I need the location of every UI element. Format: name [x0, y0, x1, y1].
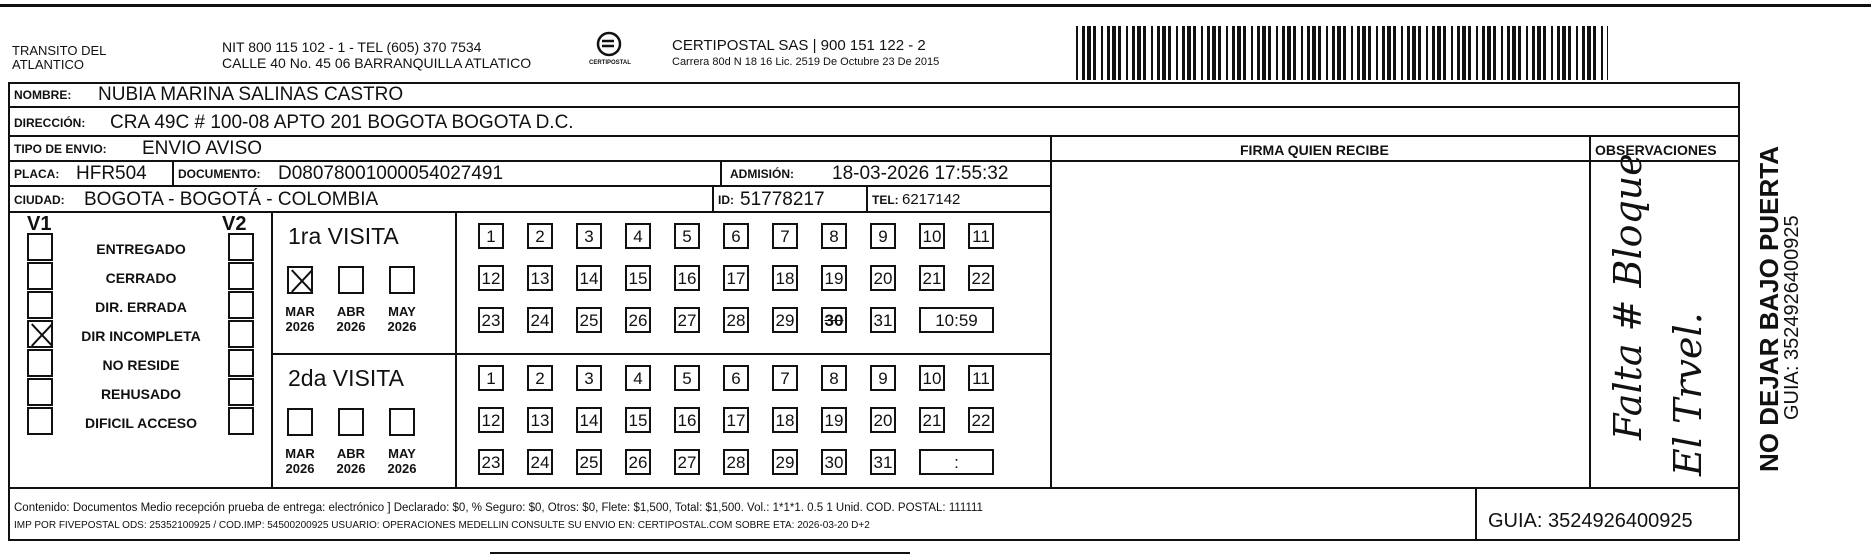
v2-checkbox[interactable]: [228, 233, 254, 261]
day-box[interactable]: 23: [478, 307, 504, 333]
time-box[interactable]: :: [919, 449, 994, 475]
month-year: 2026: [387, 460, 417, 476]
month-label: [275, 305, 325, 335]
day-box[interactable]: 18: [772, 265, 798, 291]
visit-separator: [271, 353, 1050, 355]
month-name: ABR: [336, 304, 366, 319]
day-box[interactable]: 8: [821, 365, 847, 391]
month-year: 2026: [336, 318, 366, 334]
day-box[interactable]: 16: [674, 265, 700, 291]
month-name: MAR: [285, 304, 315, 319]
day-box[interactable]: 19: [821, 407, 847, 433]
admission-date: 18-03-2026 17:55:32: [832, 163, 1009, 184]
day-box[interactable]: 16: [674, 407, 700, 433]
day-box[interactable]: 10: [919, 223, 945, 249]
month-name: ABR: [336, 446, 366, 461]
name-label: NOMBRE:: [14, 88, 72, 102]
day-box[interactable]: 11: [968, 365, 994, 391]
side-guia: GUIA: 3524926400925: [1781, 215, 1803, 420]
day-box[interactable]: 23: [478, 449, 504, 475]
month-label: [326, 447, 376, 477]
month-name: MAR: [285, 446, 315, 461]
v1-checkbox[interactable]: [27, 262, 53, 290]
day-box[interactable]: 4: [625, 223, 651, 249]
footer-guia: GUIA: 3524926400925: [1488, 510, 1693, 532]
day-box[interactable]: 22: [968, 265, 994, 291]
day-box[interactable]: 9: [870, 365, 896, 391]
signature-header: FIRMA QUIEN RECIBE: [1240, 142, 1389, 158]
v1-checkbox[interactable]: [27, 320, 53, 348]
day-box[interactable]: 27: [674, 449, 700, 475]
v1-checkbox[interactable]: [27, 233, 53, 261]
document-number: D08078001000054027491: [278, 163, 504, 184]
day-box[interactable]: 28: [723, 449, 749, 475]
status-option-label: DIFICIL ACCESO: [84, 415, 197, 431]
status-option-label: DIR INCOMPLETA: [81, 328, 201, 344]
day-box[interactable]: 14: [576, 407, 602, 433]
day-box[interactable]: 5: [674, 223, 700, 249]
month-label: [377, 305, 427, 335]
row-rule: [8, 160, 1050, 162]
month-label: [326, 305, 376, 335]
signature-divider: [1050, 137, 1052, 489]
observation-handwriting-2: El Trvel.: [1666, 312, 1710, 476]
day-box[interactable]: 2: [527, 365, 553, 391]
shipment-type: ENVIO AVISO: [142, 138, 263, 159]
v1-checkbox[interactable]: [27, 349, 53, 377]
visit-title: 1ra VISITA: [288, 223, 399, 249]
day-box[interactable]: 15: [625, 407, 651, 433]
recipient-id: 51778217: [740, 189, 825, 210]
v1-label: V1: [27, 213, 52, 235]
month-name: MAY: [388, 446, 416, 461]
time-box[interactable]: 10:59: [919, 307, 994, 333]
day-box[interactable]: 11: [968, 223, 994, 249]
day-box[interactable]: 1: [478, 365, 504, 391]
footer-box: [8, 489, 1740, 541]
day-box[interactable]: 2: [527, 223, 553, 249]
month-year: 2026: [336, 460, 366, 476]
day-box[interactable]: 17: [723, 407, 749, 433]
day-box[interactable]: 29: [772, 449, 798, 475]
month-checkbox[interactable]: [389, 408, 415, 436]
visit-title: 2da VISITA: [288, 365, 404, 391]
month-checkbox[interactable]: [389, 266, 415, 294]
day-box[interactable]: 17: [723, 265, 749, 291]
day-box[interactable]: 12: [478, 265, 504, 291]
certipostal-logo-icon: [589, 30, 629, 74]
month-name: MAY: [388, 304, 416, 319]
day-box[interactable]: 28: [723, 307, 749, 333]
status-option-label: CERRADO: [105, 270, 177, 286]
day-box[interactable]: 1: [478, 223, 504, 249]
v2-checkbox[interactable]: [228, 291, 254, 319]
v2-checkbox[interactable]: [228, 349, 254, 377]
day-box[interactable]: 13: [527, 265, 553, 291]
day-box[interactable]: 29: [772, 307, 798, 333]
logo-caption: CERTIPOSTAL: [589, 60, 631, 66]
day-box[interactable]: 9: [870, 223, 896, 249]
day-box[interactable]: 7: [772, 223, 798, 249]
day-box[interactable]: 21: [919, 407, 945, 433]
bottom-rule: [490, 552, 910, 554]
day-box[interactable]: 18: [772, 407, 798, 433]
day-box[interactable]: 6: [723, 223, 749, 249]
footer-content: Contenido: Documentos Medio recepción prueba de entrega: electrónico ] Declarado: $0, % Seguro: $0, Otros: $0, Flete: $1,500, Total: $1,500. Vol.: 1*1*1. 0.5 1 Unid. COD. POSTAL: 111111: [14, 502, 983, 514]
month-year: 2026: [387, 318, 417, 334]
plate-label: PLACA:: [14, 167, 60, 181]
v2-checkbox[interactable]: [228, 320, 254, 348]
side-notice: NO DEJAR BAJO PUERTA: [1754, 145, 1784, 472]
v2-checkbox[interactable]: [228, 378, 254, 406]
recipient-tel: 6217142: [902, 191, 961, 208]
month-checkbox[interactable]: [338, 408, 364, 436]
day-box[interactable]: 30: [821, 307, 847, 333]
day-box[interactable]: 10: [919, 365, 945, 391]
tel-label: TEL:: [872, 193, 899, 207]
v2-checkbox[interactable]: [228, 262, 254, 290]
day-box[interactable]: 26: [625, 449, 651, 475]
day-box[interactable]: 19: [821, 265, 847, 291]
day-box[interactable]: 6: [723, 365, 749, 391]
day-box[interactable]: 15: [625, 265, 651, 291]
day-box[interactable]: 24: [527, 449, 553, 475]
plate: HFR504: [76, 163, 147, 184]
recipient-name: NUBIA MARINA SALINAS CASTRO: [98, 84, 404, 105]
day-box[interactable]: 14: [576, 265, 602, 291]
day-box[interactable]: 26: [625, 307, 651, 333]
city: BOGOTA - BOGOTÁ - COLOMBIA: [84, 189, 379, 210]
day-box[interactable]: 22: [968, 407, 994, 433]
cell-divider: [720, 160, 722, 185]
carrier-name: CERTIPOSTAL SAS | 900 151 122 - 2: [672, 37, 926, 54]
cell-divider: [172, 160, 174, 185]
status-option-label: ENTREGADO: [96, 241, 186, 257]
sender-address: CALLE 40 No. 45 06 BARRANQUILLA ATLATICO: [222, 55, 532, 71]
month-year: 2026: [285, 460, 315, 476]
type-label: TIPO DE ENVIO:: [14, 142, 107, 156]
day-box[interactable]: 20: [870, 407, 896, 433]
day-box[interactable]: 20: [870, 265, 896, 291]
day-box[interactable]: 3: [576, 223, 602, 249]
status-option-label: DIR. ERRADA: [95, 299, 187, 315]
row-rule: [8, 211, 1050, 213]
day-box[interactable]: 24: [527, 307, 553, 333]
admission-label: ADMISIÓN:: [730, 167, 794, 181]
day-box[interactable]: 5: [674, 365, 700, 391]
id-label: ID:: [718, 193, 734, 207]
month-checkbox[interactable]: [287, 266, 313, 294]
month-checkbox[interactable]: [287, 408, 313, 436]
cell-divider: [712, 185, 714, 211]
status-option-label: REHUSADO: [100, 386, 182, 402]
month-label: [377, 447, 427, 477]
barcode: [1076, 26, 1608, 80]
visits-divider: [271, 211, 273, 489]
doc-label: DOCUMENTO:: [178, 167, 261, 181]
footer-print-info: IMP POR FIVEPOSTAL ODS: 25352100925 / COD.IMP: 54500200925 USUARIO: OPERACIONES MEDELLIN CONSULTE SU ENVIO EN: CERTIPOSTAL.COM SOBRE ETA: 2026-03-20 D+2: [14, 520, 870, 531]
month-checkbox[interactable]: [338, 266, 364, 294]
v1-checkbox[interactable]: [27, 291, 53, 319]
carrier-license: Carrera 80d N 18 16 Lic. 2519 De Octubre 23 De 2015: [672, 56, 940, 68]
day-box[interactable]: 31: [870, 449, 896, 475]
month-label: [275, 447, 325, 477]
row-rule: [8, 185, 1050, 187]
observations-header: OBSERVACIONES: [1595, 142, 1717, 158]
day-box[interactable]: 3: [576, 365, 602, 391]
month-year: 2026: [285, 318, 315, 334]
day-box[interactable]: 8: [821, 223, 847, 249]
top-rule: [0, 4, 1871, 7]
status-option-label: NO RESIDE: [102, 357, 180, 373]
day-box[interactable]: 7: [772, 365, 798, 391]
day-box[interactable]: 25: [576, 307, 602, 333]
day-box[interactable]: 4: [625, 365, 651, 391]
observations-divider: [1589, 137, 1591, 489]
day-box[interactable]: 25: [576, 449, 602, 475]
observation-handwriting-1: Falta # Bloque: [1606, 153, 1650, 440]
v2-label: V2: [222, 213, 247, 235]
day-box[interactable]: 21: [919, 265, 945, 291]
recipient-address: CRA 49C # 100-08 APTO 201 BOGOTA BOGOTA D.C.: [110, 112, 574, 133]
sender-name: TRANSITO DEL ATLANTICO: [12, 43, 106, 73]
footer-divider: [1475, 489, 1477, 541]
address-label: DIRECCIÓN:: [14, 116, 86, 130]
day-box[interactable]: 31: [870, 307, 896, 333]
day-box[interactable]: 27: [674, 307, 700, 333]
sender-nit: NIT 800 115 102 - 1 - TEL (605) 370 7534: [222, 39, 482, 55]
v1-checkbox[interactable]: [27, 407, 53, 435]
cell-divider: [866, 185, 868, 211]
day-box[interactable]: 12: [478, 407, 504, 433]
day-box[interactable]: 13: [527, 407, 553, 433]
day-box[interactable]: 30: [821, 449, 847, 475]
city-label: CIUDAD:: [14, 193, 65, 207]
v2-checkbox[interactable]: [228, 407, 254, 435]
v1-checkbox[interactable]: [27, 378, 53, 406]
months-divider: [455, 211, 457, 489]
